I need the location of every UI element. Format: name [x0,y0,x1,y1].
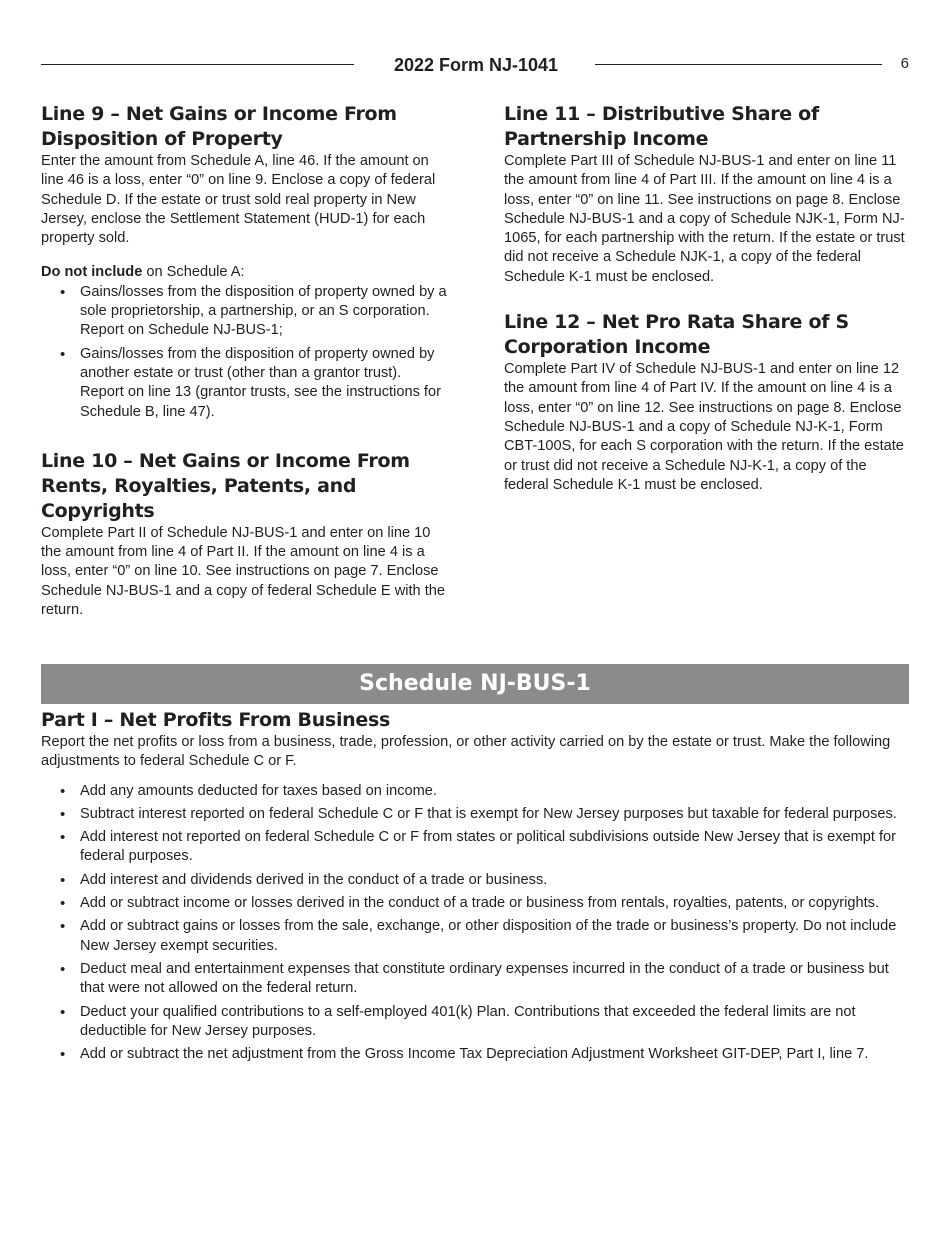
right-column [504,102,909,495]
line9-exclusion-list [41,283,449,422]
list-item: • Deduct your qualified contributions to a self-employed 401(k) Plan. Contributions that exceeded the federal limits are not deductible for New Jersey purposes. [41,1003,909,1042]
do-not-include-bold: Do not include [41,264,143,281]
line10-section [41,449,449,620]
list-item: • Deduct meal and entertainment expenses that constitute ordinary expenses incurred in the conduct of a trade or business but that were not allowed on the federal return. [41,960,909,999]
line11-paragraph: Complete Part III of Schedule NJ-BUS-1 and enter on line 11 the amount from line 4 of Part III. If the amount on line 4 is a loss, enter “0” on line 11. See instructions on page 8. Enclose Schedule NJ-BUS-1 and a copy of Schedule NJK-1, Form NJ-1065, for each partnership with the return. If the estate or trust did not receive a Schedule NJK-1, a copy of the federal Schedule K-1 must be enclosed. [504,153,905,285]
line9-section [41,102,449,422]
line12-heading: Line 12 – Net Pro Rata Share of S Corporation Income [504,311,849,359]
list-item: • Add or subtract income or losses derived in the conduct of a trade or business from rentals, royalties, patents, or copyrights. [41,894,909,913]
part1-intro: Report the net profits or loss from a business, trade, profession, or other activity carried on by the estate or trust. Make the following adjustments to federal Schedule C or F. [41,734,891,770]
line12-paragraph: Complete Part IV of Schedule NJ-BUS-1 and enter on line 12 the amount from line 4 of Part IV. If the amount on line 4 is a loss, enter “0” on line 12. See instructions on page 8. Enclose Schedule NJ-BUS-1 and a copy of Schedule NJ-K-1, Form CBT-100S, for each S corporation with the return. If the estate or trust did not receive a Schedule NJ-K-1, a copy of the federal Schedule K-1 must be enclosed. [504,361,904,493]
form-title: 2022 Form NJ-1041 [393,55,559,75]
line10-paragraph: Complete Part II of Schedule NJ-BUS-1 and enter on line 10 the amount from line 4 of Part II. If the amount on line 4 is a loss, enter “0” on line 10. See instructions on page 7. Enclose Schedule NJ-BUS-1 and a copy of federal Schedule E with the return. [41,524,445,619]
left-column [41,102,449,620]
page-header [41,52,909,78]
list-item: • Add interest and dividends derived in the conduct of a trade or business. [41,871,909,890]
list-item: • Add or subtract the net adjustment from the Gross Income Tax Depreciation Adjustment Worksheet GIT-DEP, Part I, line 7. [41,1045,909,1064]
line12-section [504,310,909,495]
list-item: • Gains/losses from the disposition of property owned by a sole proprietorship, a partnership, or an S corporation. Report on Schedule NJ-BUS-1; [41,283,449,341]
list-item: • Subtract interest reported on federal Schedule C or F that is exempt for New Jersey purposes but taxable for federal purposes. [41,805,909,824]
part1-section [41,708,909,1068]
header-rule-right [595,64,882,65]
header-rule-left [41,64,354,65]
line9-paragraph: Enter the amount from Schedule A, line 46. If the amount on line 46 is a loss, enter “0” on line 9. Enclose a copy of federal Schedule D. If the estate or trust sold real property in New Jersey, enclose the Settlement Statement (HUD-1) for each property sold. [41,153,436,247]
line9-heading: Line 9 – Net Gains or Income From Disposition of Property [41,103,397,150]
list-item: • Add interest not reported on federal Schedule C or F from states or political subdivisions outside New Jersey that is exempt for federal purposes. [41,828,909,867]
list-item: • Add any amounts deducted for taxes based on income. [41,782,909,801]
line10-heading: Line 10 – Net Gains or Income From Rents, Royalties, Patents, and Copyrights [41,449,410,522]
list-item: • Add or subtract gains or losses from the sale, exchange, or other disposition of the trade or business’s property. Do not include New Jersey exempt securities. [41,917,909,956]
do-not-include-note [41,263,449,282]
line11-section [504,102,909,287]
part1-heading: Part I – Net Profits From Business [41,709,390,731]
part1-adjustment-list [41,782,909,1065]
page-number: 6 [900,55,909,72]
schedule-banner: Schedule NJ-BUS-1 [41,664,909,704]
line11-heading: Line 11 – Distributive Share of Partnership Income [504,103,819,150]
list-item: • Gains/losses from the disposition of property owned by another estate or trust (other than a grantor trust). Report on line 13 (grantor trusts, see the instructions for Schedule B, line 47). [41,345,449,422]
do-not-include-rest: on Schedule A: [142,264,245,281]
